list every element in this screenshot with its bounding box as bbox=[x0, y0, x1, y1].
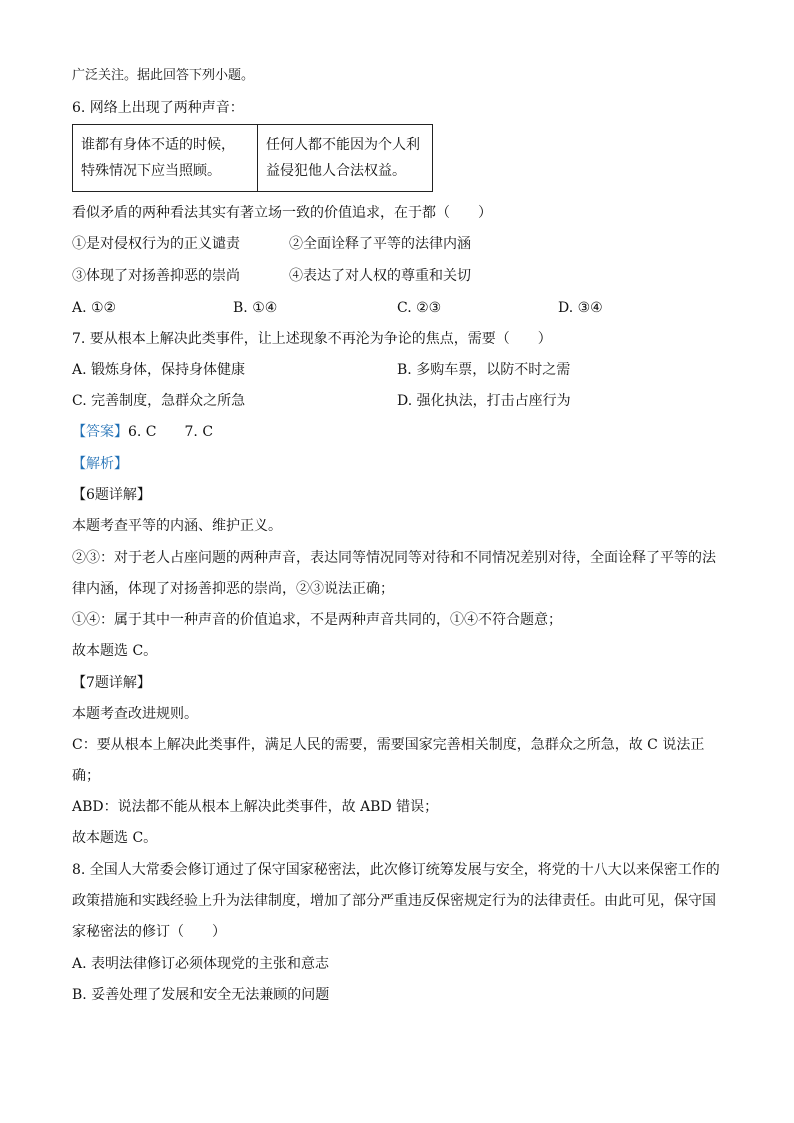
voices-table bbox=[72, 124, 433, 192]
answer-text: 6. C 7. C bbox=[128, 424, 214, 440]
q6-item-1: ①是对侵权行为的正义谴责 bbox=[72, 236, 240, 252]
q6-item-3: ③体现了对扬善抑恶的崇尚 bbox=[72, 268, 240, 284]
d7-line-4: ABD：说法都不能从根本上解决此类事件，故 ABD 错误； bbox=[72, 799, 439, 815]
d7-line-5: 故本题选 C。 bbox=[72, 830, 158, 846]
q7-option-c: C. 完善制度，急群众之所急 bbox=[72, 393, 246, 409]
answer-line bbox=[72, 422, 213, 442]
voice-left-line2: 特殊情况下应当照顾。 bbox=[81, 163, 221, 179]
q6-option-c: C. ②③ bbox=[397, 300, 442, 316]
answer-label: 【答案】 bbox=[72, 424, 128, 440]
q6-item-2: ②全面诠释了平等的法律内涵 bbox=[289, 236, 471, 252]
q7-option-d: D. 强化执法，打击占座行为 bbox=[397, 393, 571, 409]
voice-left-cell bbox=[73, 125, 258, 192]
d6-line-1: 本题考查平等的内涵、维护正义。 bbox=[72, 518, 282, 534]
q7-option-b: B. 多购车票，以防不时之需 bbox=[397, 362, 571, 378]
d6-line-3: 律内涵，体现了对扬善抑恶的崇尚，②③说法正确； bbox=[72, 581, 394, 597]
q6-option-d: D. ③④ bbox=[558, 300, 603, 316]
voice-right-cell bbox=[258, 125, 433, 192]
q6-stem: 6. 网络上出现了两种声音： bbox=[72, 100, 244, 116]
q8-option-a: A. 表明法律修订必须体现党的主张和意志 bbox=[72, 956, 330, 972]
voice-left-line1: 谁都有身体不适的时候， bbox=[81, 137, 235, 153]
intro-tail: 广泛关注。据此回答下列小题。 bbox=[72, 68, 255, 83]
q6-option-b: B. ①④ bbox=[233, 300, 278, 316]
q8-line-3: 家秘密法的修订（ ） bbox=[72, 924, 226, 940]
q8-line-2: 政策措施和实践经验上升为法律制度，增加了部分严重违反保密规定行为的法律责任。由此可见，保守国 bbox=[72, 893, 716, 909]
d6-line-5: 故本题选 C。 bbox=[72, 643, 158, 659]
q8-line-1: 8. 全国人大常委会修订通过了保守国家秘密法，此次修订统筹发展与安全，将党的十八大以来保密工作的 bbox=[72, 862, 720, 878]
d7-line-3: 确； bbox=[72, 768, 100, 784]
q6-question: 看似矛盾的两种看法其实有著立场一致的价值追求，在于都（ ） bbox=[72, 205, 492, 221]
d6-line-2: ②③：对于老人占座问题的两种声音，表达同等情况同等对待和不同情况差别对待，全面诠释了平等的法 bbox=[72, 550, 716, 566]
q7-stem: 7. 要从根本上解决此类事件，让上述现象不再沦为争论的焦点，需要（ ） bbox=[72, 331, 552, 347]
d6-title: 【6题详解】 bbox=[72, 487, 151, 503]
voice-right-line2: 益侵犯他人合法权益。 bbox=[266, 163, 406, 179]
analysis-label: 【解析】 bbox=[72, 456, 128, 472]
d7-line-1: 本题考查改进规则。 bbox=[72, 706, 198, 722]
q8-option-b: B. 妥善处理了发展和安全无法兼顾的问题 bbox=[72, 987, 330, 1003]
d6-line-4: ①④：属于其中一种声音的价值追求，不是两种声音共同的，①④不符合题意； bbox=[72, 612, 562, 628]
d7-title: 【7题详解】 bbox=[72, 675, 151, 691]
d7-line-2: C：要从根本上解决此类事件，满足人民的需要，需要国家完善相关制度，急群众之所急，故 C 说法正 bbox=[72, 737, 705, 753]
q7-option-a: A. 锻炼身体，保持身体健康 bbox=[72, 362, 246, 378]
q6-item-4: ④表达了对人权的尊重和关切 bbox=[289, 268, 471, 284]
q6-option-a: A. ①② bbox=[72, 300, 117, 316]
voice-right-line1: 任何人都不能因为个人利 bbox=[266, 137, 420, 153]
